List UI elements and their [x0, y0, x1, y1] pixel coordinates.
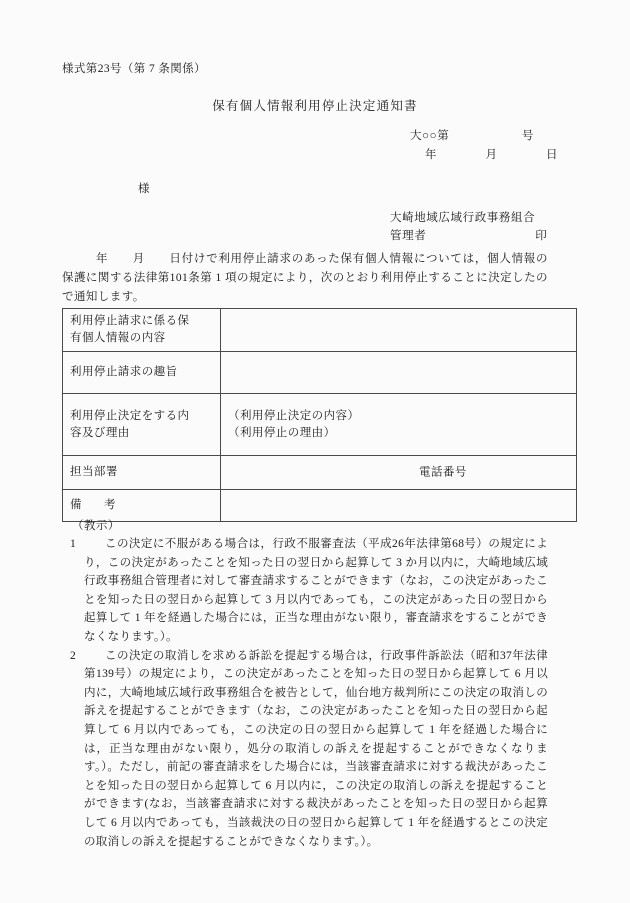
table-row: [63, 309, 577, 352]
label-line-1: 備: [70, 499, 82, 511]
document-number: 大○○第 号: [410, 130, 534, 142]
label-line-1: 利用停止決定をする内: [70, 409, 190, 422]
row-label-remarks: [63, 490, 221, 522]
issuer-organization: 大崎地域広域行政事務組合: [390, 212, 536, 224]
form-number: 様式第23号（第 7 条関係）: [62, 63, 206, 75]
instruction-number-1: 1: [69, 538, 77, 550]
row-value-requested-info-content[interactable]: [221, 309, 577, 352]
row-value-remarks[interactable]: [221, 490, 577, 522]
row-label-requested-info-content: [63, 309, 221, 352]
instruction-item-1: [62, 535, 548, 647]
label-line-2: 有個人情報の内容: [70, 332, 166, 344]
decision-content-placeholder: （利用停止決定の内容）: [228, 409, 360, 422]
decision-details-table: [62, 308, 577, 522]
instruction-item-2: [62, 647, 548, 852]
body-paragraph: 年 月 日付けで利用停止請求のあった保有個人情報については，個人情報の保護に関する法律第101条第 1 項の規定により，次のとおり利用停止することに決定したので通知します。: [62, 253, 548, 303]
instructions-section: [62, 518, 548, 851]
table-row: [63, 490, 577, 522]
instruction-text-2: この決定の取消しを求める訴訟を提起する場合は，行政事件訴訟法（昭和37年法律第139号）の規定により，この決定があったことを知った日の翌日から起算して 6 月以内に，大崎地域広域行政事務組合を被告として，仙台地方裁判所にこの決定の取消しの訴えを提起することができます（なお，この決定があったことを知った日の翌日から起算して 6 月以内であっても，この決定の日の翌日から起算して 1 年を経過した場合には，正当な理由がない限り，処分の取消しの訴えを提起することができなくなります。）。ただし，前記の審査請求をした場合には，当該審査請求に対する裁決があったことを知った日の翌日から起算して 6 月以内に，この決定の取消しの訴えを提起することができます(なお，当該審査請求に対する裁決があったことを知った日の翌日から起算して 6 月以内であっても，当該裁決の日の翌日から起算して 1 年を経過するとこの決定の取消しの訴えを提起することができなくなります。）。: [84, 649, 548, 848]
table-row: [63, 394, 577, 456]
table-row: [63, 456, 577, 490]
row-value-decision-content-reason[interactable]: [221, 394, 577, 456]
decision-reason-placeholder: （利用停止の理由）: [228, 426, 336, 439]
label-line-1: 利用停止請求に係る保: [70, 315, 190, 327]
instruction-text-1: この決定に不服がある場合は，行政不服審査法（平成26年法律第68号）の規定により，この決定があったことを知った日の翌日から起算して 3 か月以内に，大崎地域広域行政事務組合管理者に対して審査請求することができます（なお，この決定があったことを知った日の翌日から起算して 3 月以内であっても，この決定があった日の翌日から起算して 1 年を経過した場合には，正当な理由がない限り，審査請求をすることができなくなります。）。: [84, 538, 548, 643]
row-label-decision-content-reason: [63, 394, 221, 456]
issuer-role-and-seal: 管理者 印: [390, 230, 548, 242]
label-line-2: 考: [103, 499, 116, 511]
instruction-number-2: 2: [69, 649, 77, 662]
phone-number-label: 電話番号: [419, 466, 467, 478]
row-label-department: 担当部署: [63, 456, 221, 490]
recipient-honorific: 様: [138, 183, 151, 195]
row-value-request-purpose[interactable]: [221, 352, 577, 394]
document-date: 年 月 日: [425, 149, 559, 161]
label-line-2: 容及び理由: [70, 426, 130, 439]
page-title: 保有個人情報利用停止決定通知書: [212, 99, 418, 113]
row-value-department[interactable]: [221, 456, 577, 490]
row-label-request-purpose: 利用停止請求の趣旨: [63, 352, 221, 394]
instructions-heading: （教示）: [72, 520, 120, 532]
table-row: [63, 352, 577, 394]
